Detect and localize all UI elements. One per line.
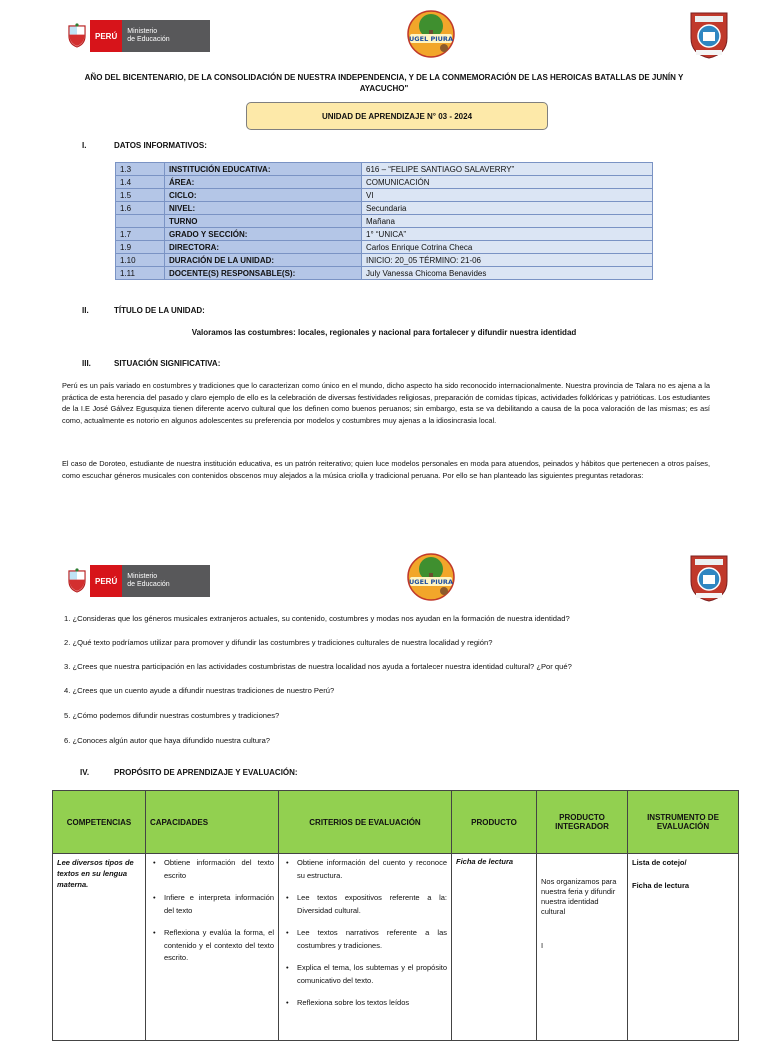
datos-row: 1.11 DOCENTE(S) RESPONSABLE(S): July Vanessa Chicoma Benavides xyxy=(116,267,653,280)
pregunta-1: 1. ¿Consideras que los géneros musicales extranjeros actuales, su contenido, costumbres y modas nos ayudan en la formación de nuestra identidad? xyxy=(64,614,570,623)
proposito-table xyxy=(52,790,739,1041)
ugel-logo-page2 xyxy=(404,553,458,601)
cell-criterios xyxy=(279,854,452,1041)
datos-row: 1.7 GRADO Y SECCIÓN: 1° “UNICA” xyxy=(116,228,653,241)
capacidad-item: • Reflexiona y evalúa la forma, el contenido y el contexto del texto escrito. xyxy=(164,927,274,965)
peru-coat-of-arms-icon xyxy=(64,20,90,52)
minedu-logo-page2 xyxy=(64,565,210,597)
pregunta-5: 5. ¿Cómo podemos difundir nuestras costumbres y tradiciones? xyxy=(64,711,280,720)
capacidad-item: • Obtiene información del texto escrito xyxy=(164,857,274,882)
datos-row: 1.9 DIRECTORA: Carlos Enrique Cotrina Checa xyxy=(116,241,653,254)
peru-coat-of-arms-icon xyxy=(64,565,90,597)
criterio-item: • Reflexiona sobre los textos leídos xyxy=(297,997,447,1010)
section1-title: DATOS INFORMATIVOS: xyxy=(114,141,207,150)
datos-row: 1.6 NIVEL: Secundaria xyxy=(116,202,653,215)
header-producto-integrador: PRODUCTO INTEGRADOR xyxy=(537,791,628,854)
capacidad-item: • Infiere e interpreta información del texto xyxy=(164,892,274,917)
datos-row: 1.5 CICLO: VI xyxy=(116,189,653,202)
minedu-logo xyxy=(64,20,210,52)
pregunta-4: 4. ¿Crees que un cuento ayude a difundir nuestras tradiciones de nuestro Perú? xyxy=(64,686,335,695)
section4-number: IV. xyxy=(80,768,90,777)
criterio-item: • Explica el tema, los subtemas y el propósito comunicativo del texto. xyxy=(297,962,447,987)
titulo-unidad: Valoramos las costumbres: locales, regionales y nacional para fortalecer y difundir nuestra identidad xyxy=(191,328,577,337)
school-crest-icon xyxy=(688,10,730,60)
unidad-title: UNIDAD DE APRENDIZAJE N° 03 - 2024 xyxy=(321,111,473,121)
instrumento-item: Lista de cotejo/ xyxy=(632,858,687,867)
pregunta-6: 6. ¿Conoces algún autor que haya difundido nuestra cultura? xyxy=(64,736,271,745)
producto-integrador-extra: I xyxy=(541,941,544,950)
datos-row: TURNO Mañana xyxy=(116,215,653,228)
header-producto: PRODUCTO xyxy=(452,791,537,854)
datos-table xyxy=(115,162,653,280)
section3-number: III. xyxy=(82,359,91,368)
criterio-item: • Lee textos expositivos referente a la: Diversidad cultural. xyxy=(297,892,447,917)
unidad-title-box xyxy=(246,102,548,130)
datos-row: 1.3 INSTITUCIÓN EDUCATIVA: 616 – “FELIPE SANTIAGO SALAVERRY” xyxy=(116,163,653,176)
criterio-item: • Obtiene información del cuento y reconoce su estructura. xyxy=(297,857,447,882)
peru-label: PERÚ xyxy=(90,20,122,52)
proposito-row xyxy=(53,854,739,1041)
ugel-text: UGEL PIURA xyxy=(409,578,453,586)
cell-instrumento xyxy=(628,854,739,1041)
section1-number: I. xyxy=(82,141,87,150)
ugel-text: UGEL PIURA xyxy=(409,35,453,43)
section4-title: PROPÓSITO DE APRENDIZAJE Y EVALUACIÓN: xyxy=(114,768,298,777)
producto-integrador-text: Nos organizamos para nuestra feria y difundir nuestra identidad cultural xyxy=(541,877,617,916)
cell-capacidades xyxy=(146,854,279,1041)
datos-row: 1.4 ÁREA: COMUNICACIÓN xyxy=(116,176,653,189)
section2-title: TÍTULO DE LA UNIDAD: xyxy=(114,306,205,315)
header-instrumento: INSTRUMENTO DE EVALUACIÓN xyxy=(628,791,739,854)
cell-producto xyxy=(452,854,537,1041)
cell-producto-integrador xyxy=(537,854,628,1041)
instrumento-item: Ficha de lectura xyxy=(632,881,690,890)
anio-heading: AÑO DEL BICENTENARIO, DE LA CONSOLIDACIÓN DE NUESTRA INDEPENDENCIA, Y DE LA CONMEMORACIÓN DE LAS HEROICAS BATALLAS DE JUNÍN Y AYACUCHO" xyxy=(84,73,684,93)
datos-row: 1.10 DURACIÓN DE LA UNIDAD: INICIO: 20_05 TÉRMINO: 21-06 xyxy=(116,254,653,267)
criterio-item: • Lee textos narrativos referente a las costumbres y tradiciones. xyxy=(297,927,447,952)
section3-title: SITUACIÓN SIGNIFICATIVA: xyxy=(114,359,221,368)
situacion-paragraph-2: El caso de Doroteo, estudiante de nuestra institución educativa, es un patrón reiterativo; quien luce modelos personales en moda para atuendos, peinados y hábitos que pertenecen a otros países, como escuchar géneros musicales con contenidos obscenos muy alejados a la música criolla y tradicional peruana. Por ello se han planteado las siguientes preguntas retadoras: xyxy=(62,459,710,480)
producto-text: Ficha de lectura xyxy=(456,857,514,866)
cell-competencia xyxy=(53,854,146,1041)
header-capacidades: CAPACIDADES xyxy=(146,791,279,854)
proposito-header-row xyxy=(53,791,739,854)
peru-label: PERÚ xyxy=(90,565,122,597)
header-competencias: COMPETENCIAS xyxy=(53,791,146,854)
ugel-logo xyxy=(404,10,458,58)
school-crest-icon xyxy=(688,553,730,603)
section2-number: II. xyxy=(82,306,89,315)
pregunta-2: 2. ¿Qué texto podríamos utilizar para promover y difundir las costumbres y tradiciones culturales de nuestra localidad y región? xyxy=(64,638,493,647)
pregunta-3: 3. ¿Crees que nuestra participación en las actividades costumbristas de nuestra localidad nos ayuda a fortalecer nuestra identidad cultural? ¿Por qué? xyxy=(64,662,572,671)
header-criterios: CRITERIOS DE EVALUACIÓN xyxy=(279,791,452,854)
ministerio-label: Ministerio de Educación xyxy=(122,20,209,52)
competencia-text: Lee diversos tipos de textos en su lengua materna. xyxy=(57,858,134,889)
situacion-paragraph-1: Perú es un país variado en costumbres y tradiciones que lo caracterizan como único en el mundo, dicho aspecto ha sido reconocido internacionalmente. Nuestra provincia de Talara no es ajena a la práctica de esta herencia del pasado y claro ejemplo de ello es la celebración de diversas festividades religiosas, preparación de comidas típicas, actividades folklóricas y patrióticas. Los estudiantes de la I.E José Gálvez Egusquiza tienen diferente acervo cultural que los definen como buenos peruanos; sin embargo, esta se va debilitando a causa de la poca valoración de las mismas; es así como, actualmente es notorio en algunos adolescentes su preferencia por modelos y costumbres muy ajenas a la idiosincrasia local. xyxy=(62,381,710,425)
ministerio-label: Ministerio de Educación xyxy=(122,565,209,597)
